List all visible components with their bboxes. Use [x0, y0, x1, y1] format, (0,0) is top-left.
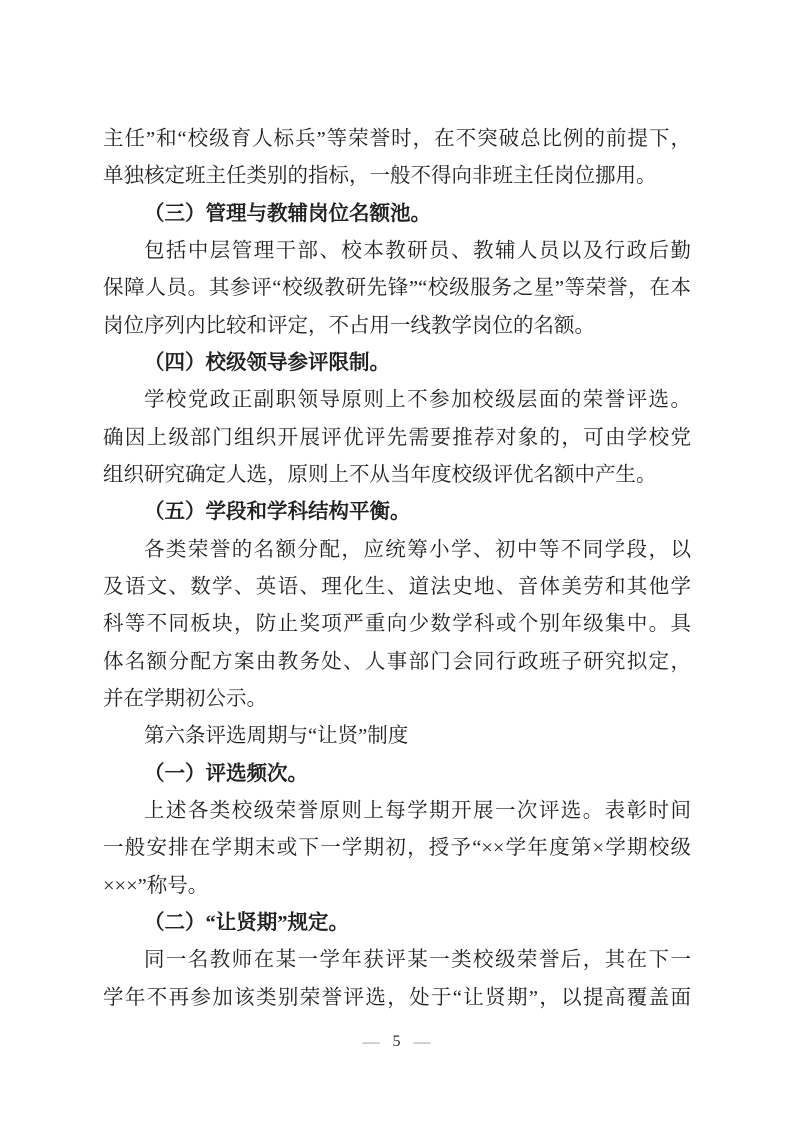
body-text-line: 及语文、数学、英语、理化生、道法史地、音体美劳和其他学: [103, 575, 691, 598]
article-heading: 第六条评选周期与“让贤”制度: [144, 725, 409, 748]
body-text-line: 确因上级部门组织开展评优评先需要推荐对象的，可由学校党: [103, 426, 691, 449]
body-text-line: 科等不同板块，防止奖项严重向少数学科或个别年级集中。具: [103, 613, 691, 636]
body-text-line: 主任”和“校级育人标兵”等荣誉时，在不突破总比例的前提下，: [103, 128, 691, 150]
section-heading: （五）学段和学科结构平衡。: [144, 501, 411, 524]
section-heading: （三）管理与教辅岗位名额池。: [144, 202, 431, 225]
body-text-line: 各类荣誉的名额分配，应统筹小学、初中等不同学段，以: [144, 538, 691, 561]
body-text-line: 上述各类校级荣誉原则上每学期开展一次评选。表彰时间: [144, 799, 691, 822]
page-footer: [0, 1032, 793, 1052]
body-text-line: 学校党政正副职领导原则上不参加校级层面的荣誉评选。: [144, 389, 691, 412]
section-heading: （四）校级领导参评限制。: [144, 351, 390, 374]
footer-dash-left: —: [362, 1032, 380, 1051]
section-heading: （一）评选频次。: [144, 762, 308, 785]
body-text-line: 保障人员。其参评“校级教研先锋”“校级服务之星”等荣誉，在本: [103, 277, 691, 300]
body-text-line: 岗位序列内比较和评定，不占用一线教学岗位的名额。: [103, 314, 595, 337]
body-text-line: 一般安排在学期末或下一学期初，授予“××学年度第×学期校级: [103, 837, 691, 860]
body-text-line: 包括中层管理干部、校本教研员、教辅人员以及行政后勤: [144, 239, 691, 262]
document-body: [103, 121, 691, 1017]
page-number: 5: [392, 1033, 401, 1050]
body-text-line: ×××”称号。: [103, 874, 209, 897]
body-text-line: 同一名教师在某一学年获评某一类校级荣誉后，其在下一: [144, 949, 691, 972]
body-text-line: 学年不再参加该类别荣誉评选，处于“让贤期”，以提高覆盖面: [103, 986, 691, 1009]
body-text-line: 单独核定班主任类别的指标，一般不得向非班主任岗位挪用。: [103, 165, 657, 188]
section-heading: （二）“让贤期”规定。: [144, 911, 349, 934]
body-text-line: 组织研究确定人选，原则上不从当年度校级评优名额中产生。: [103, 463, 657, 486]
body-text-line: 体名额分配方案由教务处、人事部门会同行政班子研究拟定，: [103, 650, 691, 673]
footer-dash-right: —: [413, 1032, 431, 1051]
body-text-line: 并在学期初公示。: [103, 687, 267, 710]
